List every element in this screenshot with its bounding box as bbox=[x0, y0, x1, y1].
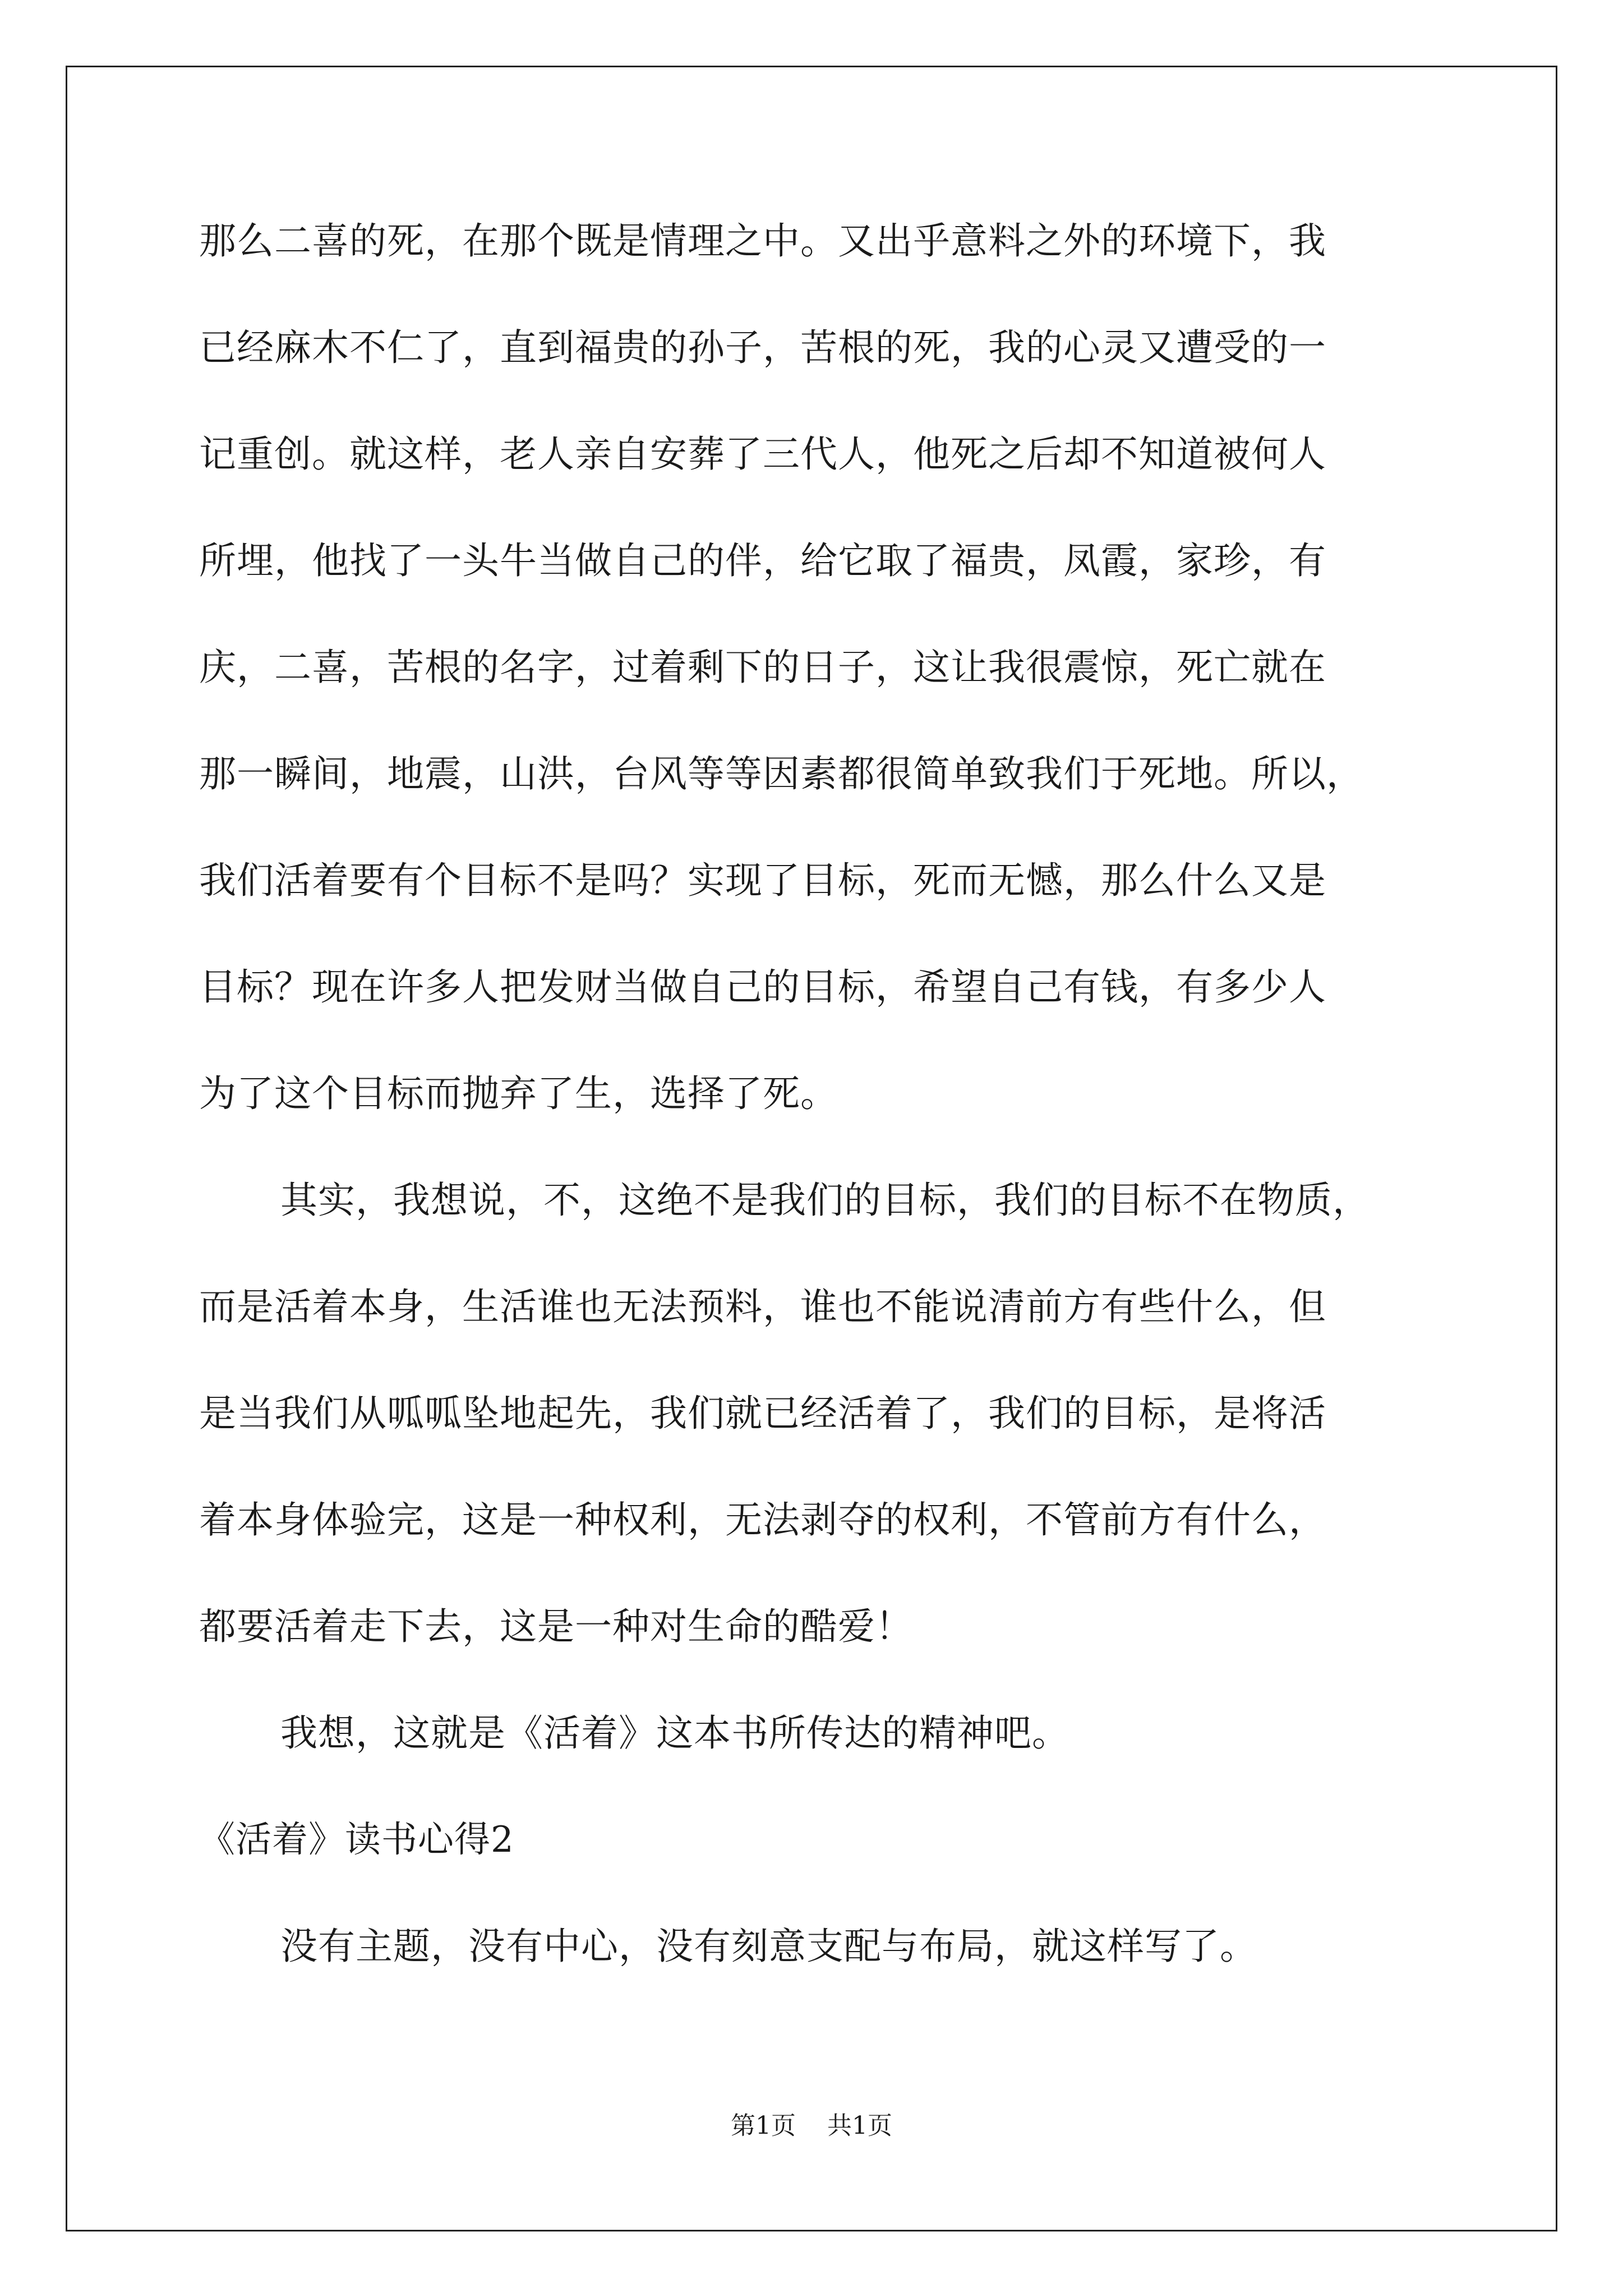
text-line: 着本身体验完，这是一种权利，无法剥夺的权利，不管前方有什么， bbox=[199, 1498, 1326, 1542]
text-line: 庆，二喜，苦根的名字，过着剩下的日子，这让我很震惊，死亡就在 bbox=[199, 646, 1326, 689]
text-line: 都要活着走下去，这是一种对生命的酷爱！ bbox=[199, 1605, 913, 1648]
text-line: 其实，我想说，不，这绝不是我们的目标，我们的目标不在物质， bbox=[280, 1179, 1370, 1222]
text-line: 记重创。就这样，老人亲自安葬了三代人，他死之后却不知道被何人 bbox=[199, 432, 1326, 476]
text-line: 目标？现在许多人把发财当做自己的目标，希望自己有钱，有多少人 bbox=[199, 965, 1326, 1009]
page-footer: 第1页 共1页 bbox=[731, 2111, 892, 2140]
text-line: 是当我们从呱呱坠地起先，我们就已经活着了，我们的目标，是将活 bbox=[199, 1392, 1326, 1435]
text-line: 而是活着本身，生活谁也无法预料，谁也不能说清前方有些什么，但 bbox=[199, 1285, 1326, 1328]
text-line: 那么二喜的死，在那个既是情理之中。又出乎意料之外的环境下，我 bbox=[199, 219, 1326, 263]
text-line: 为了这个目标而抛弃了生，选择了死。 bbox=[199, 1072, 838, 1115]
text-line: 所埋，他找了一头牛当做自己的伴，给它取了福贵，凤霞，家珍，有 bbox=[199, 539, 1326, 582]
text-line: 已经麻木不仁了，直到福贵的孙子，苦根的死，我的心灵又遭受的一 bbox=[199, 326, 1326, 369]
text-line: 没有主题，没有中心，没有刻意支配与布局，就这样写了。 bbox=[280, 1925, 1257, 1968]
text-line: 我们活着要有个目标不是吗？实现了目标，死而无憾，那么什么又是 bbox=[199, 859, 1326, 902]
text-line: 那一瞬间，地震，山洪，台风等等因素都很简单致我们于死地。所以， bbox=[199, 752, 1364, 795]
section-heading: 《活着》读书心得2 bbox=[199, 1819, 514, 1861]
document-body bbox=[199, 213, 1467, 2025]
text-line: 我想，这就是《活着》这本书所传达的精神吧。 bbox=[280, 1711, 1069, 1755]
